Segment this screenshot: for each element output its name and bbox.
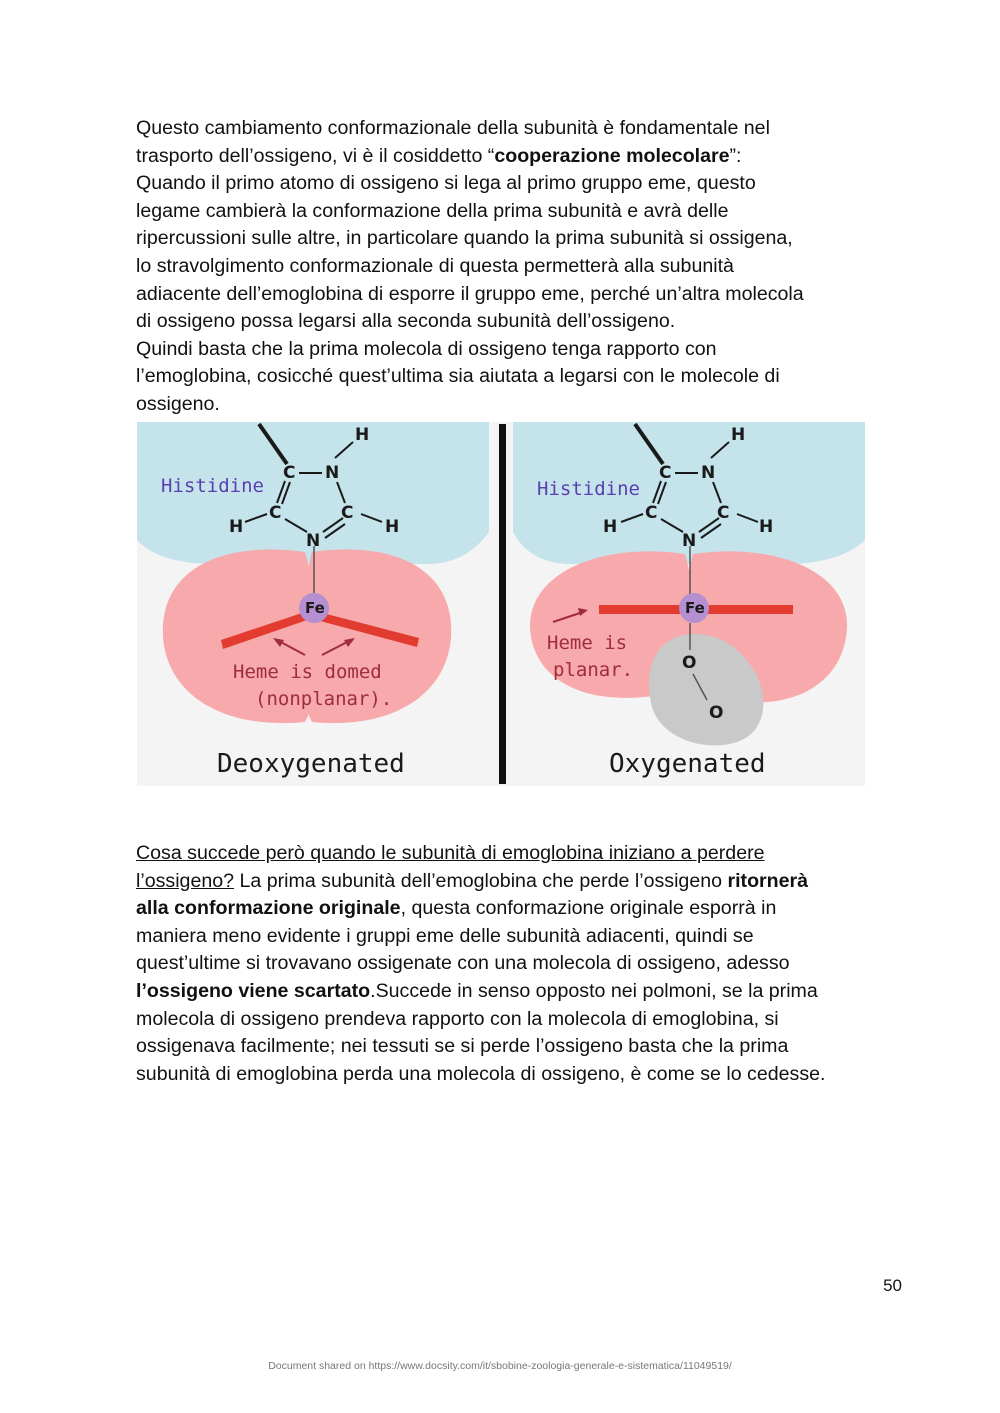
text-line: trasporto dell’ossigeno, vi è il cosiddetto “cooperazione molecolare”: <box>136 144 742 167</box>
atom-label: C <box>645 503 658 523</box>
document-footer: Document shared on https://www.docsity.com/it/sbobine-zoologia-generale-e-sistematica/11049519/ <box>268 1360 732 1372</box>
text-line: molecola di ossigeno prendeva rapporto con la molecola di emoglobina, si <box>136 1007 779 1030</box>
text-line: quest’ultime si trovavano ossigenate con una molecola di ossigeno, adesso <box>136 952 790 975</box>
text-line: l’ossigeno? La prima subunità dell’emoglobina che perde l’ossigeno ritornerà <box>136 869 809 892</box>
text-line: legame cambierà la conformazione della prima subunità e avrà delle <box>136 199 729 222</box>
text-line: adiacente dell’emoglobina di esporre il gruppo eme, perché un’altra molecola <box>136 282 804 305</box>
text-line-underlined: Cosa succede però quando le subunità di emoglobina iniziano a perdere <box>136 842 765 864</box>
hemoglobin-heme-figure <box>137 422 865 786</box>
heme-note-line1: Heme is domed <box>233 661 382 683</box>
text-line: l’ossigeno viene scartato.Succede in senso opposto nei polmoni, se la prima <box>136 979 818 1002</box>
oxygen-atom-label: O <box>682 653 697 673</box>
fe-label: Fe <box>305 599 325 617</box>
text-line: alla conformazione originale, questa conformazione originale esporrà in <box>136 897 777 920</box>
text-line: ossigeno. <box>136 392 220 415</box>
panel-divider <box>499 424 506 784</box>
text-line: di ossigeno possa legarsi alla seconda subunità dell’ossigeno. <box>136 310 676 333</box>
text-line: Quindi basta che la prima molecola di ossigeno tenga rapporto con <box>136 337 717 360</box>
histidine-label: Histidine <box>161 475 264 497</box>
text-line: ossigenava facilmente; nei tessuti se si perde l’ossigeno basta che la prima <box>136 1035 789 1058</box>
atom-label: H <box>385 517 400 537</box>
atom-label: N <box>682 531 697 551</box>
atom-label: H <box>603 517 618 537</box>
atom-label: N <box>701 463 716 483</box>
page-number: 50 <box>883 1276 902 1295</box>
atom-label: N <box>306 531 321 551</box>
text-line: lo stravolgimento conformazionale di questa permetterà alla subunità <box>136 254 734 277</box>
text-line: l’emoglobina, cosicché quest’ultima sia aiutata a legarsi con le molecole di <box>136 365 780 388</box>
atom-label: N <box>325 463 340 483</box>
histidine-label: Histidine <box>537 478 640 500</box>
text-line: Questo cambiamento conformazionale della subunità è fondamentale nel <box>136 117 770 139</box>
text-line: subunità di emoglobina perda una molecola di ossigeno, è come se lo cedesse. <box>136 1062 826 1085</box>
heme-note-line2: (nonplanar). <box>255 688 393 710</box>
underlined-question: l’ossigeno? <box>136 869 235 892</box>
text-line: ripercussioni sulle altre, in particolare quando la prima subunità si ossigena, <box>136 227 793 250</box>
paragraph-oxygen-release <box>136 840 876 1088</box>
paragraph-cooperation <box>136 115 876 419</box>
atom-label: C <box>269 503 282 523</box>
text-line: maniera meno evidente i gruppi eme delle subunità adiacenti, quindi se <box>136 924 754 947</box>
atom-label: C <box>283 463 296 483</box>
fe-label: Fe <box>685 599 705 617</box>
panel-title-oxygenated: Oxygenated <box>609 749 766 779</box>
oxygen-atom-label: O <box>709 703 724 723</box>
heme-note-line2: planar. <box>553 659 634 681</box>
atom-label: C <box>341 503 354 523</box>
atom-label: H <box>731 425 746 445</box>
bold-term-cooperazione: cooperazione molecolare <box>494 144 730 167</box>
atom-label: H <box>229 517 244 537</box>
heme-note-line1: Heme is <box>547 632 628 654</box>
atom-label: H <box>759 517 774 537</box>
text-line: Quando il primo atomo di ossigeno si lega al primo gruppo eme, questo <box>136 172 756 195</box>
atom-label: C <box>659 463 672 483</box>
atom-label: C <box>717 503 730 523</box>
atom-label: H <box>355 425 370 445</box>
panel-title-deoxygenated: Deoxygenated <box>217 749 405 779</box>
